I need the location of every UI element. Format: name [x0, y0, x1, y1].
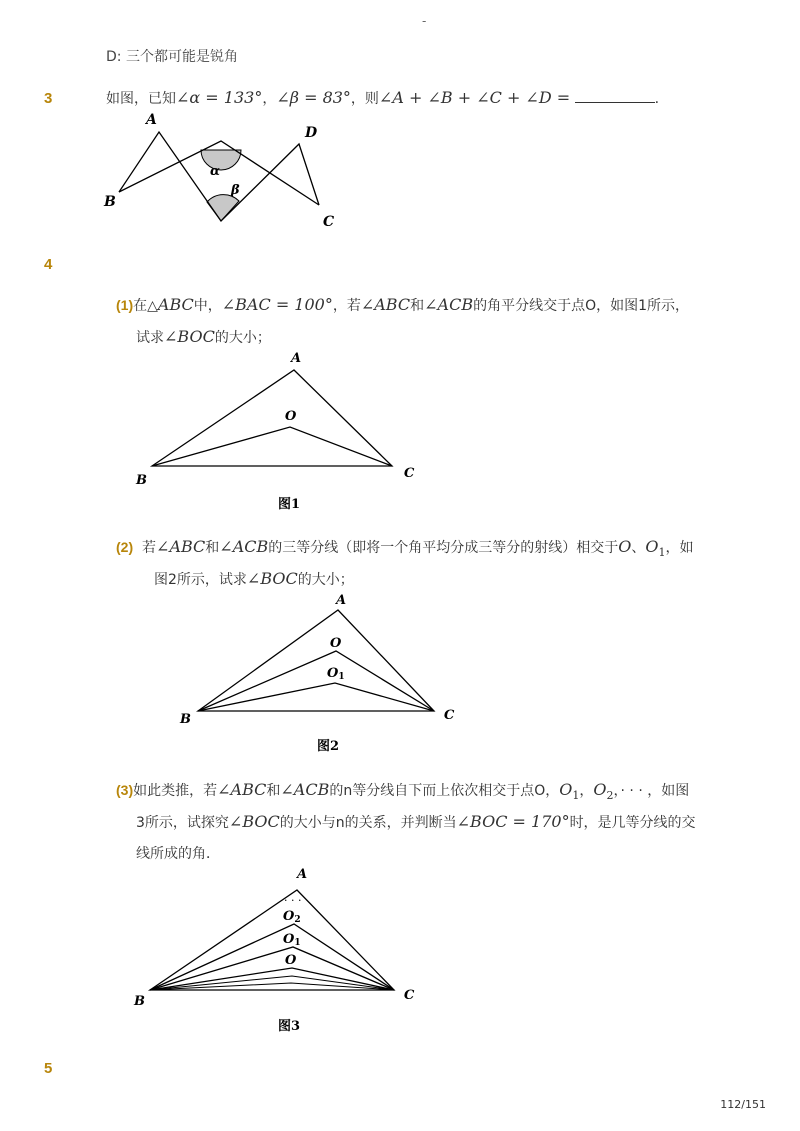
figure-3: [124, 864, 434, 1039]
p1-angle: ∠BAC = 100°: [221, 295, 333, 314]
p1-t4: 的角平分线交于点O，如图1所示，: [473, 298, 690, 314]
p1-and: 和: [410, 298, 425, 314]
header-mark: -: [422, 14, 427, 28]
q3-sep: ，: [262, 91, 277, 107]
p2-o1-sub: 1: [658, 545, 666, 559]
figure-2-caption: 图2: [317, 739, 340, 754]
q3-figure: [100, 108, 350, 233]
q3-beta-expr: ∠β = 83°: [276, 88, 351, 107]
p3-o1-sub: 1: [572, 788, 580, 802]
p3-t4: 的大小与n的关系，并判断当: [279, 815, 457, 831]
p3-o2: O: [593, 780, 607, 799]
label-beta: β: [231, 183, 240, 198]
question-number-4: 4: [44, 256, 53, 273]
q3-text-1: 如图，已知: [106, 91, 176, 107]
label-D: D: [305, 125, 318, 141]
p2-t4: 图2所示，试求: [154, 572, 247, 588]
p3-boc: ∠BOC: [228, 812, 280, 831]
p2-sep: 、: [631, 540, 646, 556]
p2-and: 和: [205, 540, 220, 556]
p3-dots: ，· · · ，如图: [613, 783, 690, 799]
p2-t3: ，如: [665, 540, 694, 556]
p3-sep: ，: [579, 783, 594, 799]
p3-o1: O: [559, 780, 573, 799]
p2-t2: 的三等分线（即将一个角平均分成三等分的射线）相交于: [268, 540, 619, 556]
label-O1-letter: O: [327, 666, 339, 681]
p2-t1: 若: [142, 540, 157, 556]
p1-t5: 试求: [136, 330, 164, 346]
option-d: D: 三个都可能是锐角: [106, 49, 238, 65]
p1-t1: 在△: [133, 298, 158, 314]
label-A: A: [146, 112, 157, 128]
p1-abc: ∠ABC: [360, 295, 411, 314]
label-C: C: [404, 466, 415, 481]
p2-boc: ∠BOC: [246, 569, 298, 588]
label-O2-sub: 2: [294, 915, 301, 925]
figure-1: [130, 348, 430, 518]
label-A: A: [291, 351, 302, 366]
label-O: O: [285, 953, 297, 968]
label-alpha: α: [210, 164, 221, 179]
p1-tri: ABC: [157, 295, 194, 314]
q4-part3-line2: [136, 805, 696, 840]
p1-t6: 的大小；: [214, 330, 271, 346]
p3-t3: 3所示，试探究: [136, 815, 229, 831]
p3-t2: 的n等分线自下而上依次相交于点O，: [329, 783, 560, 799]
q3-sum-expr: ∠A + ∠B + ∠C + ∠D =: [378, 88, 571, 107]
label-C: C: [404, 988, 415, 1003]
label-A: A: [336, 593, 347, 608]
alpha-shaded-arc: [201, 150, 241, 170]
p1-boc: ∠BOC: [164, 327, 215, 346]
p2-acb: ∠ACB: [219, 537, 269, 556]
page-number: 112/151: [720, 1098, 766, 1111]
p3-abc: ∠ABC: [217, 780, 267, 799]
label-dots: · · ·: [284, 894, 302, 907]
label-O2-letter: O: [283, 909, 295, 924]
p3-and: 和: [266, 783, 281, 799]
ray-o2: [150, 924, 394, 990]
part-1-label: (1): [116, 297, 134, 313]
label-O1-sub: 1: [338, 672, 345, 682]
trisector-o1: [198, 683, 434, 711]
part-3-label: (3): [116, 782, 134, 798]
label-B: B: [180, 712, 191, 727]
label-B: B: [136, 473, 147, 488]
p2-o1: O: [645, 537, 659, 556]
question-number-3: 3: [44, 90, 53, 107]
label-B: B: [104, 194, 116, 210]
part-2-label: (2): [116, 539, 134, 555]
trisector-o: [198, 651, 434, 711]
label-O1-letter: O: [283, 932, 295, 947]
p2-o: O: [618, 537, 632, 556]
p3-boc170: ∠BOC = 170°: [456, 812, 570, 831]
figure-2: [170, 588, 470, 758]
q4-part1-line1: [116, 288, 689, 323]
answer-blank[interactable]: [575, 88, 655, 103]
label-O: O: [330, 636, 342, 651]
question-number-5: 5: [44, 1060, 53, 1077]
p2-abc: ∠ABC: [156, 537, 206, 556]
label-O2: [283, 909, 301, 925]
p2-t5: 的大小；: [297, 572, 354, 588]
figure-1-caption: 图1: [278, 497, 301, 512]
p1-t3: ，若: [332, 298, 361, 314]
q3-alpha-expr: ∠α = 133°: [176, 88, 263, 107]
q3-end: .: [654, 91, 660, 107]
figure-3-caption: 图3: [278, 1019, 301, 1034]
p3-t5: 时，是几等分线的交: [569, 815, 696, 831]
bisectors-o: [152, 427, 392, 466]
label-C: C: [444, 708, 455, 723]
label-B: B: [134, 994, 145, 1009]
p3-t6: 线所成的角．: [136, 846, 220, 862]
q3-text-2: ，则: [350, 91, 379, 107]
label-O1-sub: 1: [294, 938, 301, 948]
label-A: A: [297, 867, 308, 882]
label-O: O: [285, 409, 297, 424]
p3-t1: 如此类推，若: [133, 783, 218, 799]
label-O1: [283, 932, 301, 948]
label-C: C: [323, 214, 335, 230]
label-O1: [327, 666, 345, 682]
p1-acb: ∠ACB: [424, 295, 474, 314]
p1-t2: 中，: [193, 298, 222, 314]
p3-acb: ∠ACB: [280, 780, 330, 799]
p3-o2-sub: 2: [606, 788, 614, 802]
